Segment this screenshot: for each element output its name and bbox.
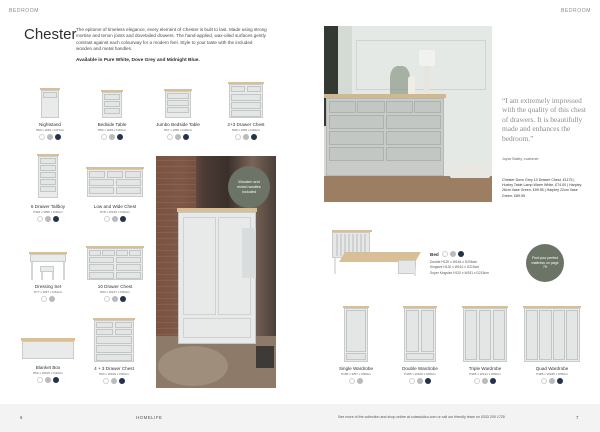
product-triple-wardrobe[interactable]: [458, 304, 512, 386]
swatch-pure-white[interactable]: [541, 378, 547, 384]
swatch-dove-grey[interactable]: [112, 296, 118, 302]
swatch-dove-grey[interactable]: [243, 134, 249, 140]
product-quad-wardrobe[interactable]: [520, 304, 584, 386]
page-number-left: 6: [20, 415, 23, 420]
brand-name: HOMELIFE: [136, 415, 163, 420]
bed-colour-swatches[interactable]: [442, 251, 464, 257]
product-2-3-drawer-chest[interactable]: [222, 80, 270, 154]
swatch-dove-grey[interactable]: [357, 378, 363, 384]
swatch-midnight-blue[interactable]: [119, 378, 125, 384]
swatch-pure-white[interactable]: [167, 134, 173, 140]
product-blanket-box[interactable]: [18, 322, 78, 392]
swatch-pure-white[interactable]: [442, 251, 448, 257]
product-dims: H185 x W100 x D58cm: [404, 372, 436, 376]
swatch-midnight-blue[interactable]: [120, 216, 126, 222]
swatch-pure-white[interactable]: [104, 296, 110, 302]
colour-swatches[interactable]: [84, 216, 146, 222]
product-10-drawer-chest[interactable]: [84, 240, 146, 310]
product-dims: H118 x W55 x D39cm: [33, 210, 63, 214]
product-name: Single Wardrobe: [338, 366, 374, 371]
bed-sizes: [430, 260, 489, 276]
handles-badge: [228, 166, 270, 208]
colour-swatches[interactable]: [24, 296, 72, 302]
swatch-dove-grey[interactable]: [49, 296, 55, 302]
bed-size-double: Double H120 x W146 x D206cm: [430, 260, 478, 264]
swatch-pure-white[interactable]: [349, 378, 355, 384]
swatch-pure-white[interactable]: [104, 216, 110, 222]
product-4-3-drawer-chest[interactable]: [88, 316, 140, 392]
swatch-dove-grey[interactable]: [175, 134, 181, 140]
swatch-dove-grey[interactable]: [112, 216, 118, 222]
product-name: Quad Wardrobe: [535, 366, 569, 371]
product-jumbo-bedside-table[interactable]: [154, 86, 202, 154]
footer-bar: [0, 404, 600, 432]
swatch-midnight-blue[interactable]: [458, 251, 464, 257]
collection-title: Chester: [24, 26, 77, 43]
swatch-dove-grey[interactable]: [45, 377, 51, 383]
product-double-wardrobe[interactable]: [398, 304, 442, 386]
product-dims: H60 x W49 x D37cm: [35, 128, 65, 132]
product-dims: H84 x W147 x D50cm: [99, 290, 131, 294]
mattress-badge-text: Find your perfect mattress on page 79: [531, 256, 559, 270]
bed-illustration[interactable]: [328, 224, 424, 280]
colour-swatches[interactable]: [154, 134, 202, 140]
product-name: 2+3 Drawer Chest: [227, 122, 265, 127]
colour-swatches[interactable]: [30, 134, 70, 140]
colour-swatches[interactable]: [18, 377, 78, 383]
colour-swatches[interactable]: [520, 378, 584, 384]
swatch-dove-grey[interactable]: [47, 134, 53, 140]
swatch-pure-white[interactable]: [409, 378, 415, 384]
swatch-midnight-blue[interactable]: [117, 134, 123, 140]
product-dims: H67 x W55 x D40cm: [163, 128, 193, 132]
swatch-pure-white[interactable]: [101, 134, 107, 140]
product-dims: H52 x W105 x D46cm: [32, 371, 64, 375]
swatch-midnight-blue[interactable]: [183, 134, 189, 140]
product-dressing-set[interactable]: [24, 240, 72, 310]
section-tag-left: BEDROOM: [9, 8, 40, 14]
customer-quote: “I am extremely impressed with the quality of this chest of drawers. It is beautifully made and enhances the bedroom.”: [502, 96, 586, 143]
availability-note: Available in Pure White, Dove Grey and Midnight Blue.: [76, 58, 200, 63]
product-name: Blanket Box: [35, 365, 61, 370]
swatch-dove-grey[interactable]: [45, 216, 51, 222]
product-single-wardrobe[interactable]: [338, 304, 374, 386]
swatch-pure-white[interactable]: [235, 134, 241, 140]
product-nightstand[interactable]: [30, 86, 70, 154]
colour-swatches[interactable]: [92, 134, 132, 140]
product-bedside-table[interactable]: [92, 86, 132, 154]
product-low-and-wide-chest[interactable]: [84, 164, 146, 222]
mattress-badge[interactable]: [526, 244, 564, 282]
swatch-pure-white[interactable]: [37, 377, 43, 383]
swatch-pure-white[interactable]: [103, 378, 109, 384]
swatch-pure-white[interactable]: [41, 296, 47, 302]
swatch-pure-white[interactable]: [37, 216, 43, 222]
product-6-drawer-tallboy[interactable]: [24, 152, 72, 222]
product-name: Triple Wardrobe: [468, 366, 502, 371]
product-name: Jumbo Bedside Table: [156, 122, 200, 127]
swatch-dove-grey[interactable]: [417, 378, 423, 384]
page-number-right: 7: [576, 415, 579, 420]
swatch-midnight-blue[interactable]: [53, 377, 59, 383]
product-dims: H185 x W57 x D58cm: [340, 372, 372, 376]
product-name: Low and Wide Chest: [93, 204, 137, 209]
swatch-dove-grey[interactable]: [450, 251, 456, 257]
swatch-midnight-blue[interactable]: [55, 134, 61, 140]
swatch-dove-grey[interactable]: [109, 134, 115, 140]
product-name: 10 Drawer Chest: [97, 284, 133, 289]
product-dims: H185 x W141 x D58cm: [469, 372, 501, 376]
swatch-midnight-blue[interactable]: [251, 134, 257, 140]
colour-swatches[interactable]: [222, 134, 270, 140]
product-name: Double Wardrobe: [402, 366, 438, 371]
product-dims: H185 x W186 x D58cm: [536, 372, 568, 376]
quote-author: Joyce Bailey, customer: [502, 157, 539, 161]
section-tag-right: BEDROOM: [560, 8, 591, 14]
swatch-midnight-blue[interactable]: [425, 378, 431, 384]
colour-swatches[interactable]: [24, 216, 72, 222]
colour-swatches[interactable]: [84, 296, 146, 302]
colour-swatches[interactable]: [88, 378, 140, 384]
product-name: 4 + 3 Drawer Chest: [94, 366, 134, 371]
handles-badge-text: Wooden and metal handles included: [237, 180, 261, 194]
chest-room-photo: [324, 26, 492, 202]
colour-swatches[interactable]: [338, 378, 374, 384]
product-name: 6 Drawer Tallboy: [30, 204, 66, 209]
swatch-midnight-blue[interactable]: [53, 216, 59, 222]
colour-swatches[interactable]: [458, 378, 512, 384]
product-dims: H78 x W135 x D46cm: [99, 210, 131, 214]
swatch-midnight-blue[interactable]: [120, 296, 126, 302]
product-dims: H98 x W95 x D46cm: [231, 128, 261, 132]
bed-size-kingsize: Kingsize H120 x W161 x D215cm: [430, 265, 480, 270]
bed-name: Bed: [430, 252, 439, 257]
product-name: Bedside Table: [97, 122, 127, 127]
product-name: Dressing Set: [34, 284, 62, 289]
bed-size-superking: Super Kingsize H120 x W191 x D215cm: [430, 270, 489, 275]
product-name: Nightstand: [39, 122, 61, 127]
product-dims: H93 x W108 x D50cm: [98, 372, 130, 376]
product-dims: H77 x W97 x D42cm: [33, 290, 63, 294]
photo-caption: Chester Dove Grey 10 Drawer Chest, £1175 | Huxley Table Lamp Warm White, £74.00 | Harpley 26cm Vase Green, £99.95 | Harpley 22cm Vase Green, £89.95: [502, 178, 582, 198]
swatch-midnight-blue[interactable]: [557, 378, 563, 384]
swatch-dove-grey[interactable]: [482, 378, 488, 384]
product-dims: H60 x W46 x D40cm: [97, 128, 127, 132]
swatch-pure-white[interactable]: [474, 378, 480, 384]
footer-promo-link[interactable]: See more of the collection and shop online at cotswoldco.com or call our friendly team on 0333 200 1725: [338, 415, 505, 419]
swatch-midnight-blue[interactable]: [490, 378, 496, 384]
swatch-pure-white[interactable]: [39, 134, 45, 140]
swatch-dove-grey[interactable]: [549, 378, 555, 384]
colour-swatches[interactable]: [398, 378, 442, 384]
collection-intro: The epitome of timeless elegance, every element of Chester is built to last. Made using strong mortise and tenon joints and dovetailed drawers. The hand-applied, wax-oiled surfaces gently contrast against each colourway for a modern feel. Style to your taste with the included wooden and metal handles.: [76, 27, 267, 52]
swatch-dove-grey[interactable]: [111, 378, 117, 384]
